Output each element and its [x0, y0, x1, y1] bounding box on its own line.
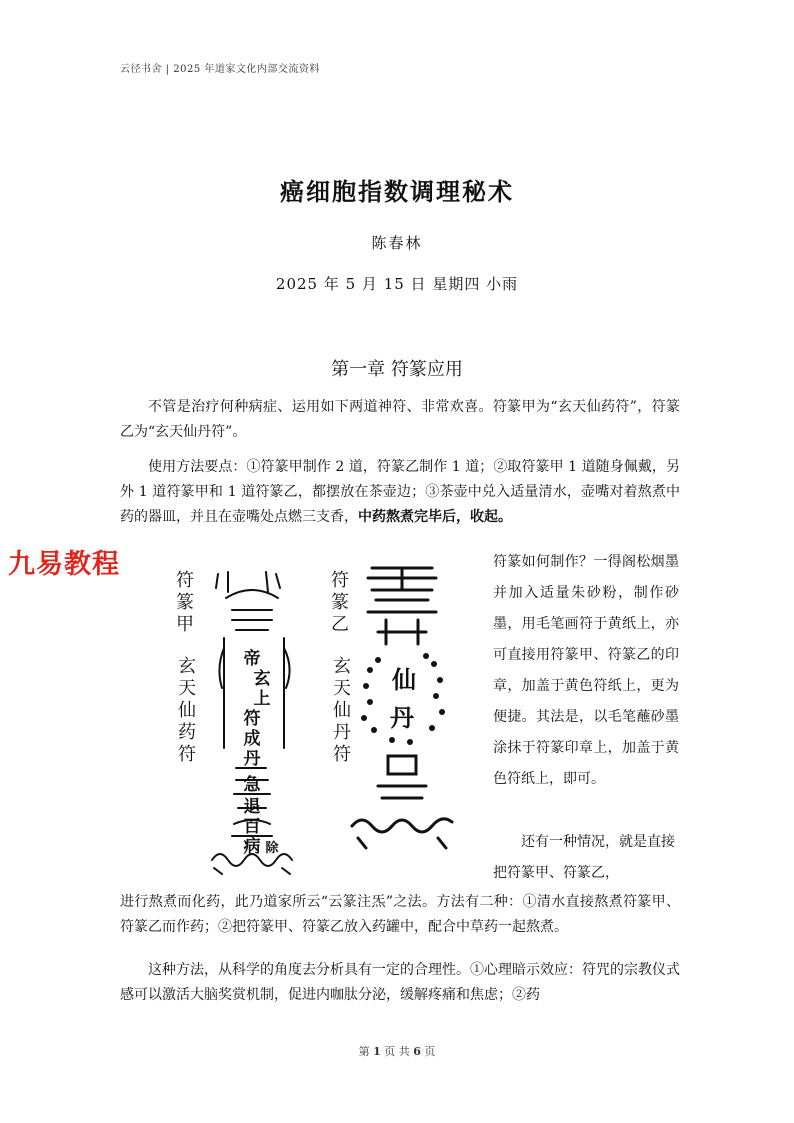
talisman-a-glyph: 符	[243, 709, 261, 729]
talisman-a-glyph: 帝	[243, 649, 261, 669]
watermark-text: 九易教程	[8, 549, 120, 580]
chapter-heading: 第一章 符篆应用	[331, 359, 463, 380]
footer-prefix: 第	[358, 1045, 370, 1058]
talisman-b-glyph: 仙	[392, 665, 416, 694]
talisman-b-label-bottom: 玄天仙丹符	[333, 656, 351, 765]
author-name: 陈春林	[371, 234, 423, 252]
document-title: 癌细胞指数调理秘术	[280, 177, 514, 206]
talisman-a-glyph: 玄	[253, 669, 271, 689]
paragraph-science: 这种方法，从科学的角度去分析具有一定的合理性。①心理暗示效应：符咒的宗教仪式感可以激活大脑奖赏机制，促进内咖肽分泌，缓解疼痛和焦虑；②药	[120, 962, 680, 1003]
paragraph-intro	[120, 395, 680, 445]
side-paragraph-making: 符篆如何制作？一得阁松烟墨并加入适量朱砂粉，制作砂墨，用毛笔画符于黄纸上，亦可直接用符篆甲、符篆乙的印章，加盖于黄色符纸上，更为便捷。其法是，以毛笔蘸砂墨涂抹于符篆印章上，加盖于黄色符纸上，即可。	[493, 554, 679, 787]
talisman-a-label-bottom: 玄天仙药符	[178, 656, 196, 765]
paragraph-usage-bold: 中药熬煮完毕后，收起。	[358, 509, 512, 525]
talisman-a-glyph: 丹	[243, 749, 261, 769]
talisman-b-glyph: 丹	[390, 703, 414, 732]
talisman-a-glyph: 病	[243, 837, 261, 857]
talisman-a-glyph: 上	[253, 689, 271, 709]
talisman-a-glyph: 急	[243, 775, 261, 795]
talisman-a-label-top: 符篆甲	[176, 570, 194, 635]
footer-page-number: 1	[373, 1045, 381, 1058]
paragraph-usage-text: 使用方法要点：①符篆甲制作 2 道，符篆乙制作 1 道；②取符篆甲 1 道随身佩戴，另外 1 道符篆甲和 1 道符篆乙，都摆放在茶壶边；③茶壶中兑入适量清水，壶嘴对着熬煮中药的器皿，并且在壶嘴处点燃三支香，	[120, 459, 680, 525]
side-paragraph-continue: 还有一种情况，就是直接把符篆甲、符篆乙，	[493, 834, 675, 881]
talisman-a-glyph: 成	[243, 729, 261, 749]
page-header: 云径书舍 | 2025 年道家文化内部交流资料	[120, 64, 320, 75]
page-footer	[0, 1043, 794, 1059]
talisman-b-image	[348, 560, 456, 862]
talisman-b-label-top: 符篆乙	[331, 570, 349, 635]
talisman-a-top-strokes	[216, 572, 280, 592]
paragraph-usage	[120, 455, 680, 530]
footer-middle: 页 共	[384, 1045, 410, 1058]
talisman-a-image	[206, 568, 298, 878]
talisman-a-glyph: 退	[243, 797, 261, 817]
paragraph-intro-text: 不管是治疗何种病症、运用如下两道神符、非常欢喜。符篆甲为“玄天仙药符”，符篆乙为“玄天仙丹符”。	[120, 399, 680, 440]
talisman-a-glyph: 除	[265, 841, 279, 856]
talisman-a-glyph: 百	[243, 817, 261, 837]
footer-total-pages: 6	[413, 1045, 421, 1058]
footer-suffix: 页	[424, 1045, 436, 1058]
document-date: 2025 年 5 月 15 日 星期四 小雨	[275, 275, 519, 293]
paragraph-decoction: 进行熬煮而化药，此乃道家所云“云篆注炁”之法。方法有二种：①清水直接熬煮符篆甲、符篆乙而作药；②把符篆甲、符篆乙放入药罐中，配合中草药一起熬煮。	[120, 894, 680, 935]
